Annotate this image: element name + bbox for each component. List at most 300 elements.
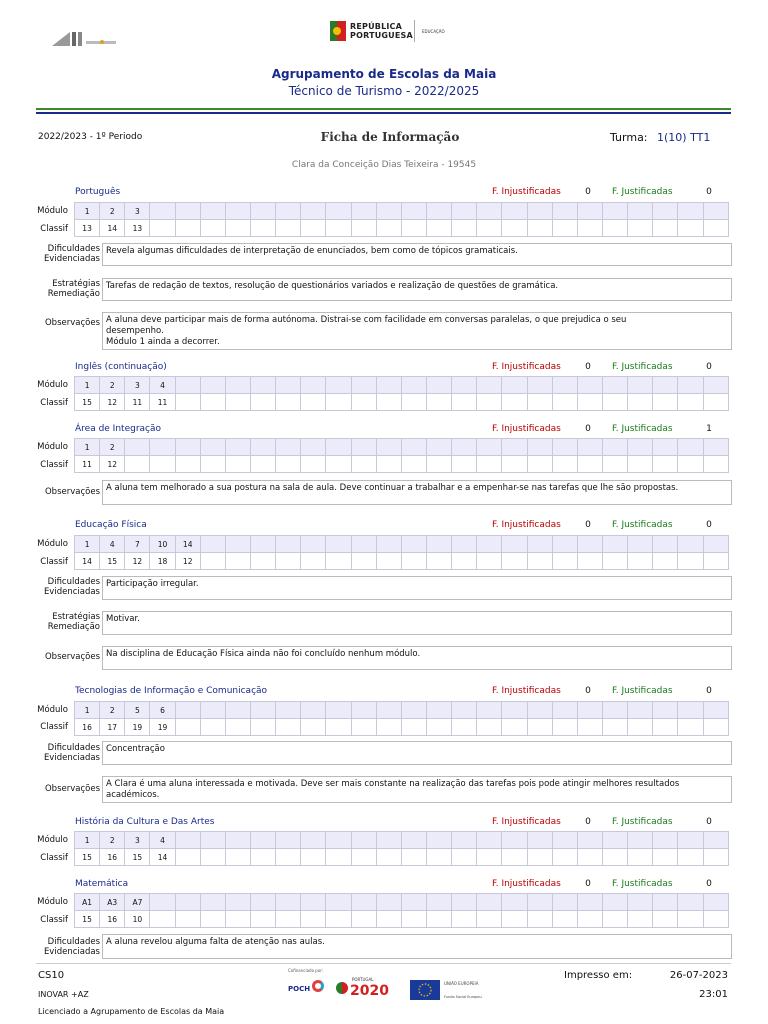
empty-cell (477, 394, 502, 411)
footer-rule (36, 963, 731, 964)
empty-cell (427, 439, 452, 456)
empty-cell (603, 894, 628, 911)
empty-cell (150, 456, 175, 473)
empty-cell (376, 553, 401, 570)
empty-cell (703, 394, 728, 411)
module-cell: 1 (75, 536, 100, 553)
empty-cell (401, 832, 426, 849)
empty-cell (552, 894, 577, 911)
empty-cell (351, 894, 376, 911)
empty-cell (502, 536, 527, 553)
empty-cell (401, 719, 426, 736)
empty-cell (452, 203, 477, 220)
grade-grid (74, 438, 729, 473)
empty-cell (427, 220, 452, 237)
empty-cell (502, 832, 527, 849)
grade-cell: 19 (150, 719, 175, 736)
grade-row (75, 849, 729, 866)
empty-cell (502, 439, 527, 456)
empty-cell (276, 702, 301, 719)
empty-cell (427, 702, 452, 719)
empty-cell (301, 456, 326, 473)
footer-code: CS10 (38, 970, 65, 981)
empty-cell (251, 220, 276, 237)
poch-logo: POCH (288, 980, 328, 998)
empty-cell (351, 220, 376, 237)
dificuldades-text: Concentração (102, 741, 732, 765)
printed-date: 26-07-2023 (669, 970, 728, 981)
school-name: Agrupamento de Escolas da Maia (271, 67, 497, 81)
grade-cell: 10 (125, 911, 150, 928)
empty-cell (351, 832, 376, 849)
empty-cell (653, 702, 678, 719)
empty-cell (628, 203, 653, 220)
finj-count: 0 (585, 362, 591, 372)
empty-cell (175, 439, 200, 456)
fse-label: Fundo Social Europeu (444, 995, 482, 999)
modulo-label: Módulo (37, 380, 68, 390)
empty-cell (351, 394, 376, 411)
document-title: Ficha de Informação (320, 130, 460, 144)
observacoes-text: A aluna tem melhorado a sua postura na sala de aula. Deve continuar a trabalhar e a empenhar-se nas tarefas que lhe são propostas. (102, 480, 732, 505)
empty-cell (577, 702, 602, 719)
estrategias-text: Motivar. (102, 611, 732, 635)
empty-cell (452, 220, 477, 237)
empty-cell (301, 536, 326, 553)
empty-cell (452, 377, 477, 394)
modulo-label: Módulo (37, 539, 68, 549)
empty-cell (326, 536, 351, 553)
empty-cell (276, 553, 301, 570)
empty-cell (376, 203, 401, 220)
empty-cell (175, 456, 200, 473)
empty-cell (527, 203, 552, 220)
empty-cell (502, 911, 527, 928)
grade-cell: 14 (75, 553, 100, 570)
empty-cell (225, 832, 250, 849)
empty-cell (628, 439, 653, 456)
module-cell: 4 (100, 536, 125, 553)
empty-cell (401, 894, 426, 911)
empty-cell (301, 911, 326, 928)
empty-cell (502, 894, 527, 911)
empty-cell (351, 456, 376, 473)
subject-title-ingles: Inglês (continuação) (75, 362, 167, 372)
modulo-label: Módulo (37, 897, 68, 907)
republica-line1: REPÚBLICA (350, 22, 403, 31)
empty-cell (552, 439, 577, 456)
subject-title-educacao-fisica: Educação Física (75, 520, 147, 530)
empty-cell (477, 377, 502, 394)
module-row (75, 832, 729, 849)
empty-cell (527, 394, 552, 411)
empty-cell (276, 456, 301, 473)
classif-label: Classif (40, 915, 68, 925)
empty-cell (351, 553, 376, 570)
classif-label: Classif (40, 460, 68, 470)
module-cell: 1 (75, 702, 100, 719)
empty-cell (175, 911, 200, 928)
empty-cell (703, 702, 728, 719)
empty-cell (527, 911, 552, 928)
grade-grid (74, 376, 729, 411)
empty-cell (653, 220, 678, 237)
empty-cell (175, 719, 200, 736)
empty-cell (502, 702, 527, 719)
printed-time: 23:01 (699, 989, 728, 1000)
observacoes-label: Observações (44, 784, 100, 794)
empty-cell (200, 911, 225, 928)
grade-row (75, 911, 729, 928)
grade-cell: 16 (75, 719, 100, 736)
empty-cell (401, 456, 426, 473)
classif-label: Classif (40, 224, 68, 234)
fjus-count: 0 (706, 362, 712, 372)
empty-cell (527, 832, 552, 849)
finj-label: F. Injustificadas (492, 686, 561, 696)
fjus-count: 0 (706, 817, 712, 827)
empty-cell (200, 203, 225, 220)
empty-cell (602, 456, 627, 473)
empty-cell (653, 394, 678, 411)
empty-cell (452, 719, 477, 736)
fjus-count: 0 (706, 520, 712, 530)
module-row (75, 377, 729, 394)
turma-label: Turma: (610, 131, 648, 144)
empty-cell (527, 553, 552, 570)
finj-count: 0 (585, 424, 591, 434)
module-cell: 3 (125, 377, 150, 394)
empty-cell (251, 377, 276, 394)
empty-cell (577, 911, 602, 928)
finj-label: F. Injustificadas (492, 520, 561, 530)
empty-cell (427, 377, 452, 394)
empty-cell (276, 439, 301, 456)
module-cell: 2 (100, 203, 125, 220)
empty-cell (376, 849, 401, 866)
footer-system: INOVAR +AZ (38, 990, 89, 999)
empty-cell (251, 702, 276, 719)
grade-cell: 19 (125, 719, 150, 736)
empty-cell (376, 394, 401, 411)
empty-cell (477, 439, 502, 456)
empty-cell (326, 220, 351, 237)
module-cell: A7 (125, 894, 150, 911)
empty-cell (276, 203, 301, 220)
empty-cell (678, 553, 703, 570)
classif-label: Classif (40, 722, 68, 732)
empty-cell (527, 894, 552, 911)
grade-grid (74, 202, 729, 237)
grade-cell: 15 (75, 911, 100, 928)
empty-cell (326, 849, 351, 866)
fjus-label: F. Justificadas (612, 520, 673, 530)
module-cell: 10 (150, 536, 175, 553)
empty-cell (427, 536, 452, 553)
empty-cell (276, 832, 301, 849)
fjus-label: F. Justificadas (612, 424, 673, 434)
estrategias-text: Tarefas de redação de textos, resolução de questionários variados e realização de questões de gramática. (102, 278, 732, 301)
subject-title-historia: História da Cultura e Das Artes (75, 817, 215, 827)
empty-cell (200, 719, 225, 736)
empty-cell (452, 456, 477, 473)
classif-label: Classif (40, 398, 68, 408)
empty-cell (703, 553, 728, 570)
empty-cell (502, 203, 527, 220)
empty-cell (401, 702, 426, 719)
empty-cell (653, 439, 678, 456)
observacoes-label: Observações (44, 318, 100, 328)
empty-cell (125, 439, 150, 456)
empty-cell (150, 911, 175, 928)
empty-cell (225, 536, 250, 553)
grade-cell: 14 (150, 849, 175, 866)
empty-cell (200, 220, 225, 237)
empty-cell (678, 719, 703, 736)
empty-cell (577, 377, 602, 394)
empty-cell (326, 553, 351, 570)
empty-cell (251, 394, 276, 411)
empty-cell (276, 719, 301, 736)
empty-cell (427, 553, 452, 570)
dificuldades-label: Dificuldades Evidenciadas (43, 937, 100, 957)
empty-cell (301, 702, 326, 719)
module-cell: 1 (75, 832, 100, 849)
empty-cell (276, 911, 301, 928)
empty-cell (401, 394, 426, 411)
fjus-count: 0 (706, 879, 712, 889)
empty-cell (401, 553, 426, 570)
empty-cell (200, 377, 225, 394)
grade-cell: 12 (125, 553, 150, 570)
empty-cell (653, 719, 678, 736)
module-row (75, 439, 729, 456)
empty-cell (251, 456, 276, 473)
empty-cell (175, 702, 200, 719)
empty-cell (577, 719, 602, 736)
empty-cell (225, 719, 250, 736)
module-cell: 1 (75, 377, 100, 394)
empty-cell (452, 849, 477, 866)
empty-cell (678, 456, 703, 473)
empty-cell (251, 832, 276, 849)
empty-cell (251, 203, 276, 220)
empty-cell (401, 377, 426, 394)
empty-cell (200, 849, 225, 866)
finj-label: F. Injustificadas (492, 187, 561, 197)
empty-cell (376, 894, 401, 911)
module-cell: 2 (100, 377, 125, 394)
grade-cell: 15 (100, 553, 125, 570)
empty-cell (452, 911, 477, 928)
dificuldades-text: Revela algumas dificuldades de interpretação de enunciados, bem como de tópicos gramaticais. (102, 243, 732, 266)
empty-cell (653, 456, 678, 473)
empty-cell (678, 911, 703, 928)
dificuldades-label: Dificuldades Evidenciadas (43, 577, 100, 597)
module-cell: 6 (150, 702, 175, 719)
finj-count: 0 (585, 520, 591, 530)
modulo-label: Módulo (37, 442, 68, 452)
empty-cell (502, 553, 527, 570)
empty-cell (628, 456, 653, 473)
observacoes-label: Observações (44, 652, 100, 662)
module-row (75, 536, 729, 553)
grade-cell: 18 (150, 553, 175, 570)
empty-cell (376, 220, 401, 237)
subject-title-area-integracao: Área de Integração (75, 424, 162, 434)
empty-cell (401, 536, 426, 553)
empty-cell (653, 849, 678, 866)
empty-cell (628, 849, 653, 866)
empty-cell (577, 456, 602, 473)
empty-cell (351, 719, 376, 736)
fjus-label: F. Justificadas (612, 879, 673, 889)
empty-cell (301, 832, 326, 849)
republica-portuguesa-logo (330, 20, 450, 44)
empty-cell (653, 911, 678, 928)
module-row (75, 203, 729, 220)
empty-cell (225, 220, 250, 237)
empty-cell (653, 553, 678, 570)
empty-cell (527, 536, 552, 553)
empty-cell (678, 894, 703, 911)
finj-label: F. Injustificadas (492, 424, 561, 434)
grade-cell: 12 (100, 456, 125, 473)
empty-cell (577, 203, 602, 220)
empty-cell (603, 394, 628, 411)
empty-cell (477, 536, 502, 553)
empty-cell (326, 439, 351, 456)
empty-cell (326, 832, 351, 849)
empty-cell (301, 849, 326, 866)
empty-cell (628, 536, 653, 553)
empty-cell (276, 894, 301, 911)
module-cell: 4 (150, 377, 175, 394)
empty-cell (301, 894, 326, 911)
empty-cell (653, 832, 678, 849)
empty-cell (477, 702, 502, 719)
eu-flag-icon (410, 980, 440, 1000)
grade-cell: 11 (150, 394, 175, 411)
estrategias-label: Estratégias Remediação (47, 612, 100, 632)
empty-cell (552, 377, 577, 394)
empty-cell (577, 832, 602, 849)
empty-cell (552, 719, 577, 736)
grade-grid (74, 535, 729, 570)
empty-cell (401, 911, 426, 928)
empty-cell (628, 394, 653, 411)
fjus-label: F. Justificadas (612, 686, 673, 696)
empty-cell (200, 894, 225, 911)
fjus-label: F. Justificadas (612, 817, 673, 827)
module-cell: A1 (75, 894, 100, 911)
observacoes-text: A Clara é uma aluna interessada e motivada. Deve ser mais constante na realização das tarefas pois pode atingir melhores resultados académicos. (102, 776, 732, 803)
empty-cell (251, 719, 276, 736)
empty-cell (703, 439, 728, 456)
empty-cell (427, 911, 452, 928)
eu-label: UNIÃO EUROPEIA (444, 981, 479, 986)
empty-cell (703, 203, 728, 220)
empty-cell (427, 203, 452, 220)
empty-cell (477, 832, 502, 849)
empty-cell (301, 439, 326, 456)
empty-cell (452, 553, 477, 570)
empty-cell (628, 702, 653, 719)
empty-cell (427, 894, 452, 911)
empty-cell (527, 220, 552, 237)
empty-cell (678, 536, 703, 553)
empty-cell (200, 456, 225, 473)
empty-cell (452, 702, 477, 719)
finj-count: 0 (585, 187, 591, 197)
module-cell: 1 (75, 439, 100, 456)
empty-cell (678, 702, 703, 719)
finj-label: F. Injustificadas (492, 879, 561, 889)
empty-cell (301, 377, 326, 394)
fjus-label: F. Justificadas (612, 362, 673, 372)
grade-cell: 16 (100, 911, 125, 928)
empty-cell (326, 894, 351, 911)
estrategias-label: Estratégias Remediação (47, 279, 100, 299)
empty-cell (678, 849, 703, 866)
empty-cell (225, 911, 250, 928)
empty-cell (326, 377, 351, 394)
empty-cell (603, 203, 628, 220)
grade-cell: 13 (75, 220, 100, 237)
empty-cell (376, 911, 401, 928)
module-cell: 7 (125, 536, 150, 553)
grade-cell: 12 (100, 394, 125, 411)
fjus-label: F. Justificadas (612, 187, 673, 197)
empty-cell (427, 394, 452, 411)
dificuldades-label: Dificuldades Evidenciadas (43, 244, 100, 264)
dificuldades-label: Dificuldades Evidenciadas (43, 743, 100, 763)
empty-cell (703, 911, 728, 928)
empty-cell (225, 439, 250, 456)
empty-cell (125, 456, 150, 473)
empty-cell (703, 220, 728, 237)
empty-cell (653, 203, 678, 220)
empty-cell (251, 894, 276, 911)
empty-cell (703, 719, 728, 736)
empty-cell (351, 377, 376, 394)
empty-cell (603, 220, 628, 237)
empty-cell (276, 394, 301, 411)
grade-cell: 11 (75, 456, 100, 473)
observacoes-text: Na disciplina de Educação Física ainda não foi concluído nenhum módulo. (102, 646, 732, 670)
empty-cell (653, 894, 678, 911)
grade-cell: 13 (125, 220, 150, 237)
finj-label: F. Injustificadas (492, 362, 561, 372)
empty-cell (628, 911, 653, 928)
turma-value: 1(10) TT1 (657, 131, 711, 144)
empty-cell (376, 439, 401, 456)
empty-cell (577, 894, 602, 911)
empty-cell (603, 911, 628, 928)
subject-title-portugues: Português (75, 187, 121, 197)
empty-cell (200, 702, 225, 719)
module-cell: A3 (100, 894, 125, 911)
fjus-count: 1 (706, 424, 712, 434)
empty-cell (603, 377, 628, 394)
empty-cell (376, 719, 401, 736)
empty-cell (703, 377, 728, 394)
empty-cell (427, 719, 452, 736)
empty-cell (376, 377, 401, 394)
observacoes-label: Observações (44, 487, 100, 497)
empty-cell (276, 377, 301, 394)
empty-cell (527, 702, 552, 719)
